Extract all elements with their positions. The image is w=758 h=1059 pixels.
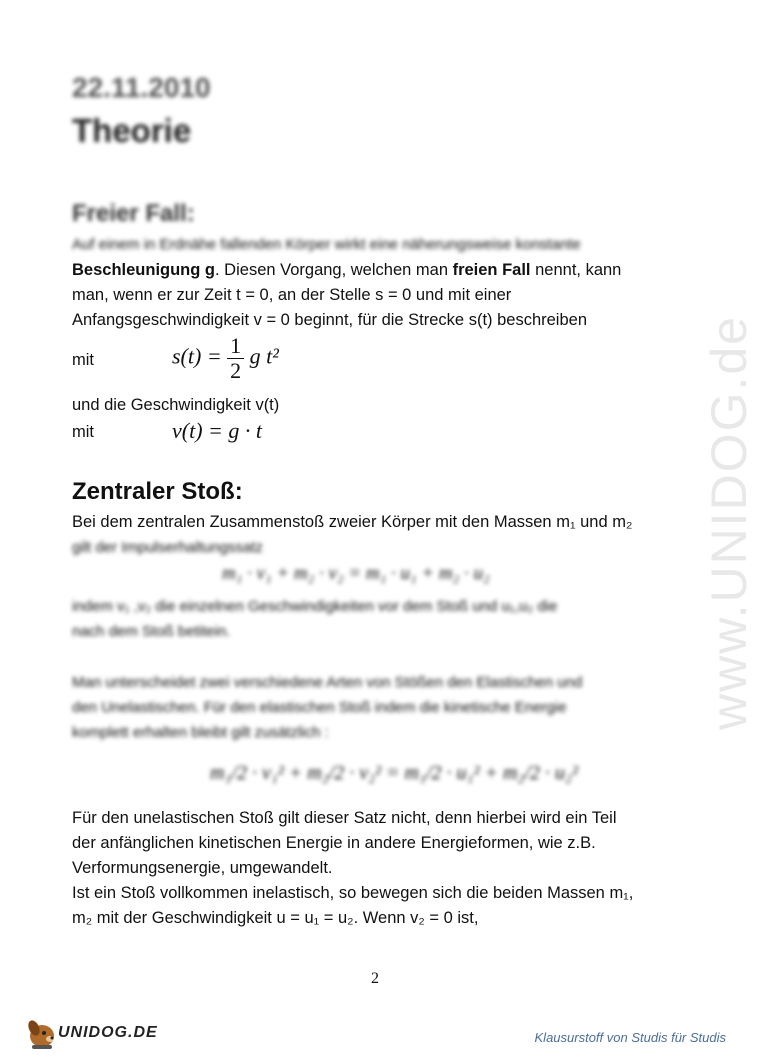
- paragraph-line: der anfänglichen kinetischen Energie in andere Energieformen, wie z.B.: [72, 834, 596, 852]
- label-mit: mit: [72, 423, 94, 441]
- section-heading-zentraler-stoss: Zentraler Stoß:: [72, 478, 243, 505]
- paragraph-line: Man unterscheidet zwei verschiedene Arten von Stößen den Elastischen und: [72, 674, 583, 691]
- paragraph-line: gilt der Impulserhaltungssatz: [72, 539, 263, 556]
- paragraph-line: Verformungsenergie, umgewandelt.: [72, 859, 333, 877]
- watermark: www.UNIDOG.de: [701, 315, 757, 730]
- footer-tagline: Klausurstoff von Studis für Studis: [534, 1030, 726, 1045]
- paragraph-line: Bei dem zentralen Zusammenstoß zweier Körper mit den Massen m₁ und m₂: [72, 513, 633, 531]
- page-number: 2: [371, 970, 379, 987]
- label-mit: mit: [72, 351, 94, 369]
- formula-velocity: v(t) = g · t: [172, 418, 262, 443]
- paragraph-line: Ist ein Stoß vollkommen inelastisch, so bewegen sich die beiden Massen m₁,: [72, 884, 634, 902]
- logo-text: UNIDOG.DE: [58, 1024, 158, 1041]
- paragraph-line: Anfangsgeschwindigkeit v = 0 beginnt, für die Strecke s(t) beschreiben: [72, 311, 587, 329]
- paragraph-line: nach dem Stoß betitein.: [72, 623, 231, 640]
- paragraph-line: komplett erhalten bleibt gilt zusätzlich :: [72, 724, 329, 741]
- paragraph-line: m₂ mit der Geschwindigkeit u = u₁ = u₂. Wenn v₂ = 0 ist,: [72, 909, 479, 927]
- paragraph-line: Für den unelastischen Stoß gilt dieser Satz nicht, denn hierbei wird ein Teil: [72, 809, 617, 827]
- formula-momentum: m₁ · v₁ + m₂ · v₂ = m₁ · u₁ + m₂ · u₂: [222, 563, 490, 584]
- paragraph-line: den Unelastischen. Für den elastischen Stoß indem die kinetische Energie: [72, 699, 567, 716]
- paragraph-line: Beschleunigung g. Diesen Vorgang, welchen man freien Fall nennt, kann: [72, 261, 622, 279]
- paragraph-line: man, wenn er zur Zeit t = 0, an der Stelle s = 0 und mit einer: [72, 286, 512, 304]
- formula-kinetic-energy: m₁/2 · v₁² + m₂/2 · v₂² = m₁/2 · u₁² + m₂/2 · u₂²: [210, 762, 578, 784]
- paragraph-line: indem v₁ ,v₂ die einzelnen Geschwindigkeiten vor dem Stoß und u₁,u₂ die: [72, 598, 558, 615]
- document-date: 22.11.2010: [72, 72, 211, 103]
- paragraph-line: und die Geschwindigkeit v(t): [72, 396, 280, 414]
- page-title: Theorie: [72, 112, 192, 149]
- paragraph-line: Auf einem in Erdnähe fallenden Körper wirkt eine näherungsweise konstante: [72, 236, 581, 253]
- formula-distance: s(t) = $\frac{1}{2}$ g t²: [172, 333, 279, 383]
- section-heading-freier-fall: Freier Fall:: [72, 200, 195, 227]
